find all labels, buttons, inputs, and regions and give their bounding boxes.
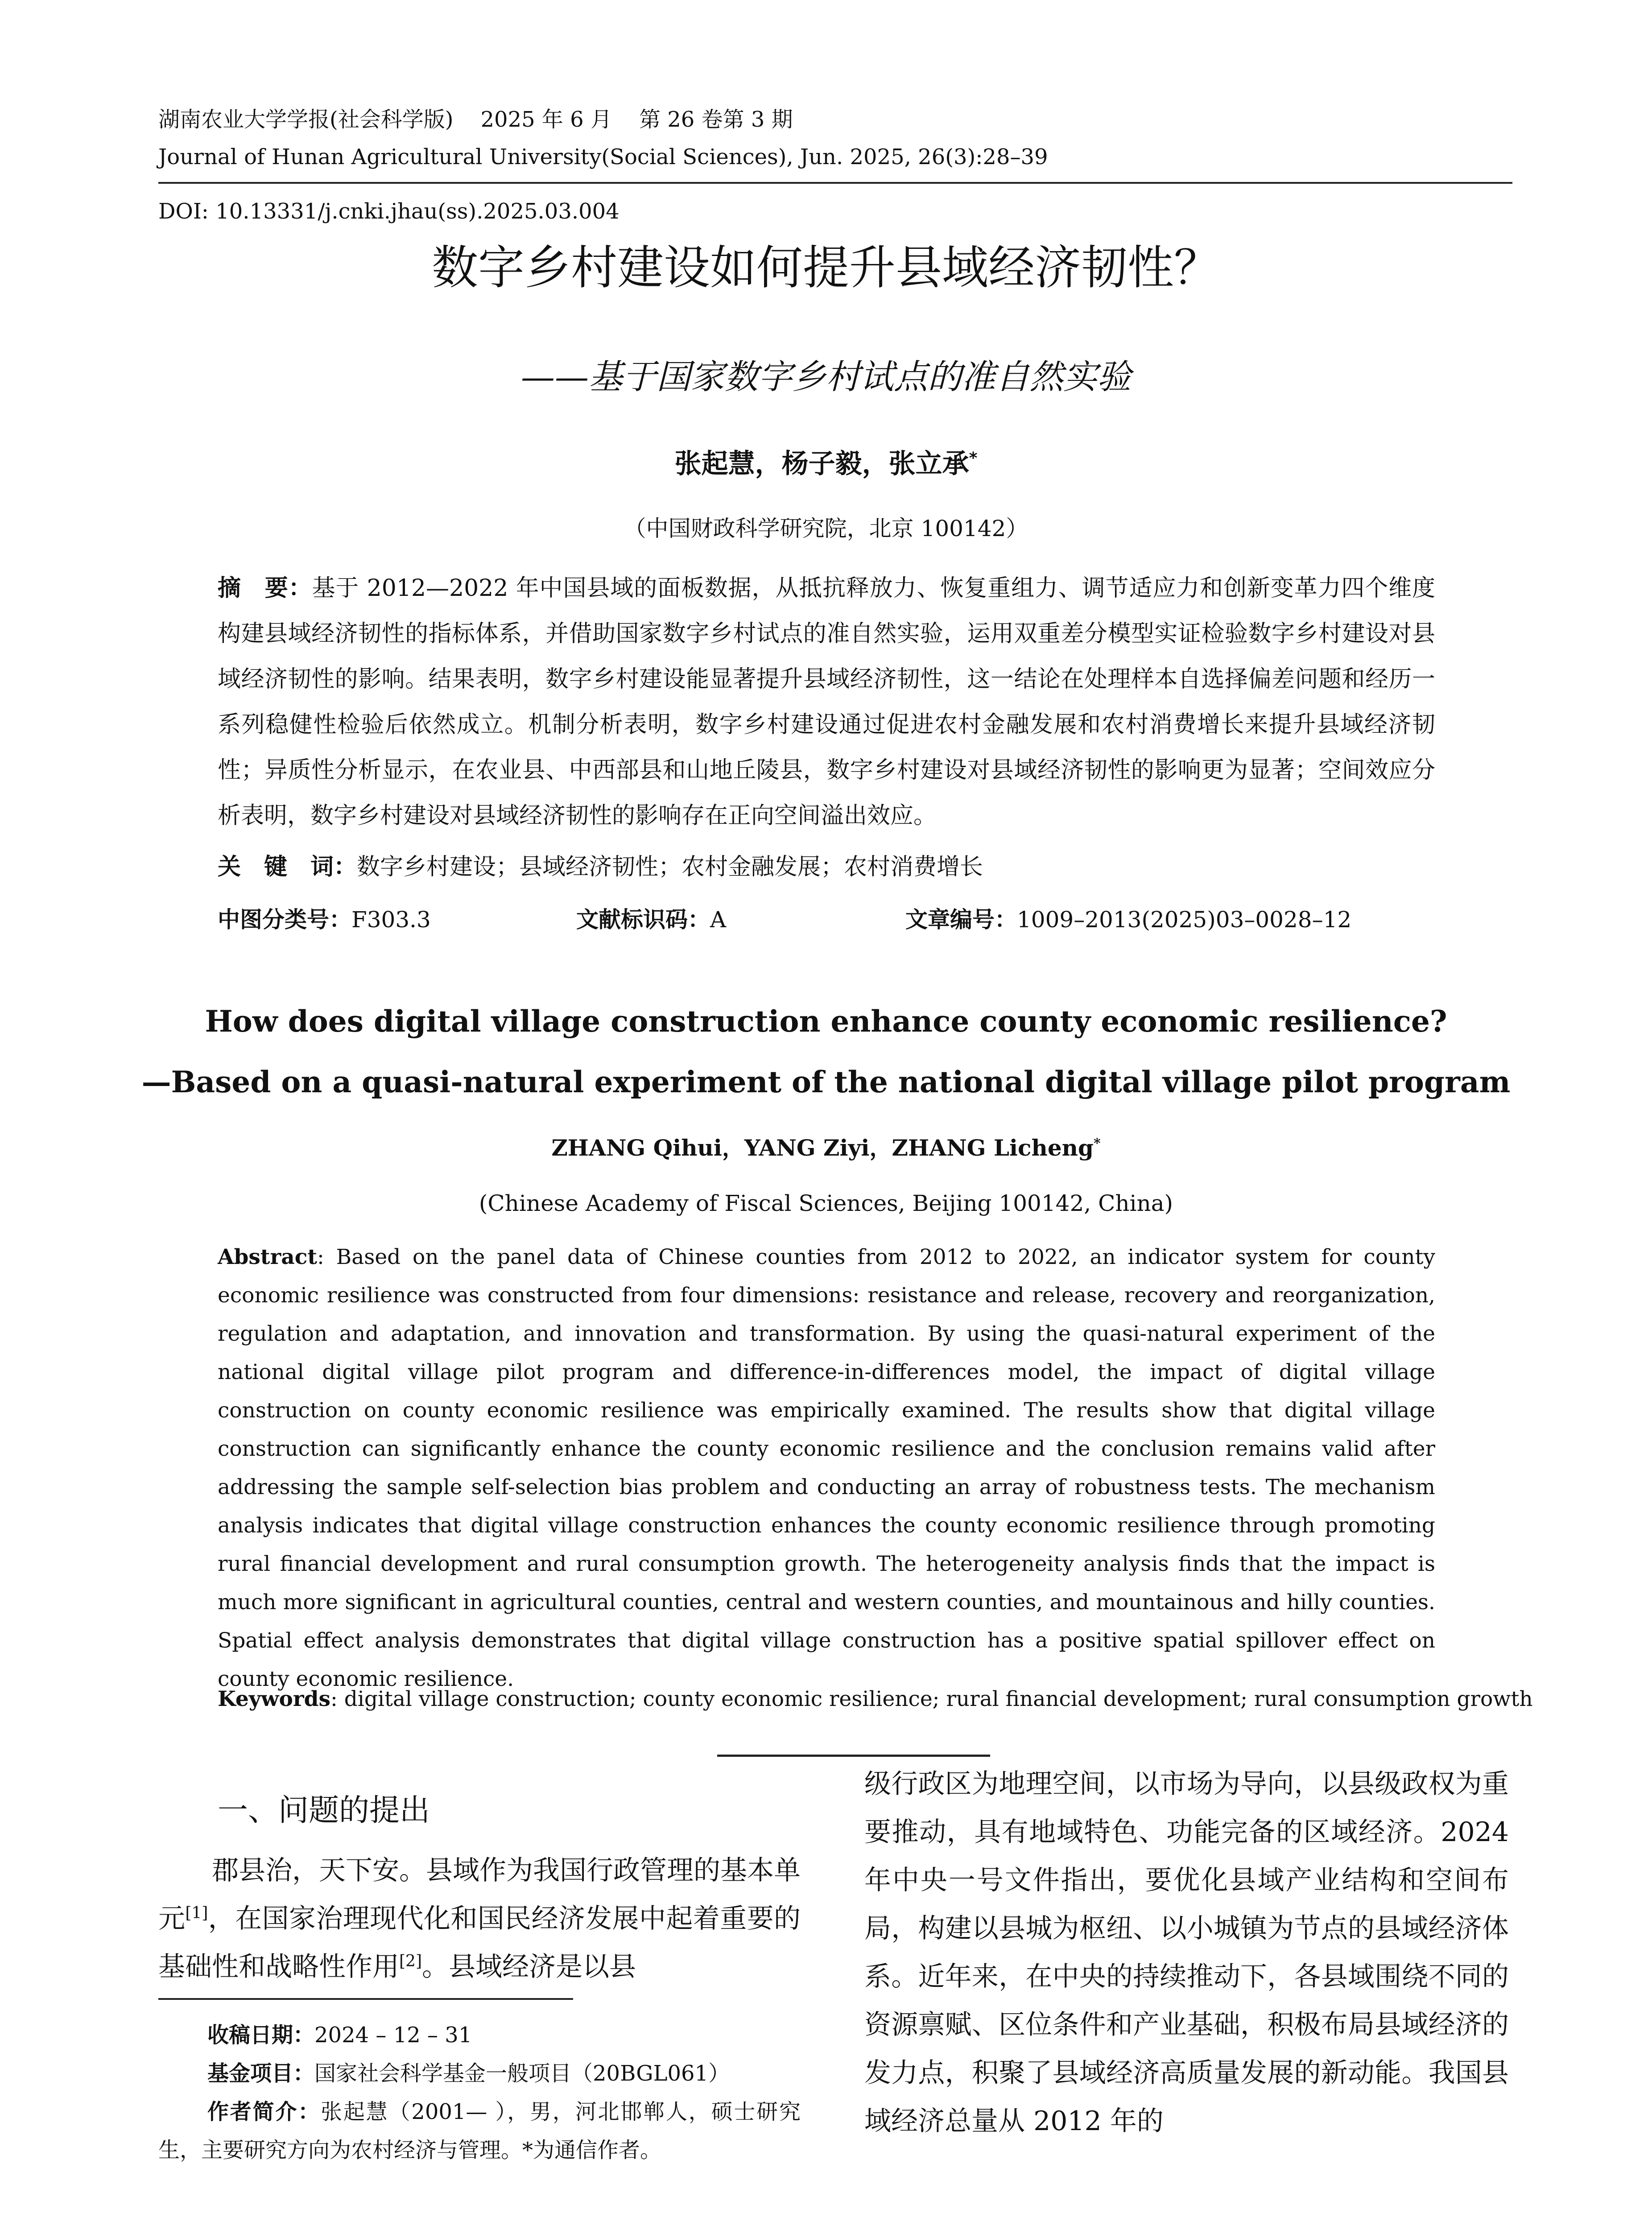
header-rule — [158, 182, 1512, 184]
fund-value: 国家社会科学基金一般项目（20BGL061） — [314, 2061, 730, 2086]
subtitle-en: —Based on a quasi-natural experiment of the national digital village pilot program — [141, 1065, 1511, 1099]
article-number — [905, 902, 1351, 937]
footnote-fund — [158, 2054, 801, 2093]
intro-paragraph-right: 级行政区为地理空间，以市场为导向，以县级政权为重要推动，具有地域特色、功能完备的区域经济。2024 年中央一号文件指出，要优化县域产业结构和空间布局，构建以县城为枢纽、以小城镇为节点的县域经济体系。近年来，在中央的持续推动下，各县域围绕不同的资源禀赋、区位条件和产业基础，积极布局县域经济的发力点，积聚了县域经济高质量发展的新动能。我国县域经济总量从 2012 年的 — [864, 1768, 1509, 2137]
intro-text-c: 。县域经济是以县 — [422, 1951, 636, 1982]
keywords-cn — [218, 849, 983, 885]
intro-text-b: ，在国家治理现代化和国民经济发展中起着重要的基础性和战略性作用 — [158, 1903, 801, 1982]
abstract-en-text: : Based on the panel data of Chinese counties from 2012 to 2022, an indicator system for county economic resilience was constructed from four dimensions: resistance and release, recovery and reorganization, regulation and adaptation, and innovation and transformation. By using the quasi-natural experiment of the national digital village pilot program and difference-in-differences model, the impact of digital village construction on county economic resilience was empirically examined. The results show that digital village construction can significantly enhance the county economic resilience and the conclusion remains valid after addressing the sample self-selection bias problem and conducting an array of robustness tests. The mechanism analysis indicates that digital village construction enhances the county economic resilience through promoting rural financial development and rural consumption growth. The heterogeneity analysis finds that the impact is much more significant in agricultural counties, central and western counties, and mountainous and hilly counties. Spatial effect analysis demonstrates that digital village construction has a positive spatial spillover effect on county economic resilience. — [218, 1245, 1435, 1691]
keywords-en-text: : digital village construction; county economic resilience; rural financial development; rural consumption growth — [330, 1687, 1533, 1711]
received-label: 收稿日期： — [207, 2023, 315, 2048]
abstract-en-label: Abstract — [218, 1245, 318, 1269]
doi: DOI: 10.13331/j.cnki.jhau(ss).2025.03.004 — [158, 199, 620, 224]
document-code — [576, 902, 726, 937]
journal-header-cn: 湖南农业大学学报(社会科学版) 2025 年 6 月 第 26 卷第 3 期 — [158, 107, 793, 132]
journal-header-en: Journal of Hunan Agricultural University(Social Sciences), Jun. 2025, 26(3):28–39 — [158, 145, 1048, 169]
article-number-value: 1009–2013(2025)03–0028–12 — [1017, 907, 1352, 933]
footnote-rule — [158, 1998, 573, 2000]
received-value: 2024 – 12 – 31 — [314, 2023, 472, 2048]
abstract-cn-label: 摘 要： — [218, 575, 312, 602]
abstract-cn-text: 基于 2012—2022 年中国县域的面板数据，从抵抗释放力、恢复重组力、调节适应力和创新变革力四个维度构建县域经济韧性的指标体系，并借助国家数字乡村试点的准自然实验，运用双重差分模型实证检验数字乡村建设对县域经济韧性的影响。结果表明，数字乡村建设能显著提升县域经济韧性，这一结论在处理样本自选择偏差问题和经历一系列稳健性检验后依然成立。机制分析表明，数字乡村建设通过促进农村金融发展和农村消费增长来提升县域经济韧性；异质性分析显示，在农业县、中西部县和山地丘陵县，数字乡村建设对县域经济韧性的影响更为显著；空间效应分析表明，数字乡村建设对县域经济韧性的影响存在正向空间溢出效应。 — [218, 575, 1435, 829]
bio-label: 作者简介： — [207, 2099, 321, 2124]
keywords-cn-text: 数字乡村建设；县域经济韧性；农村金融发展；农村消费增长 — [357, 854, 983, 880]
authors-en-text: ZHANG Qihui，YANG Ziyi，ZHANG Licheng — [551, 1135, 1094, 1161]
abstract-en — [218, 1238, 1435, 1698]
authors-cn-text: 张起慧，杨子毅，张立承 — [674, 448, 969, 479]
keywords-en-label: Keywords — [218, 1687, 330, 1711]
article-number-label: 文章编号： — [905, 907, 1017, 933]
clc-number — [218, 902, 431, 937]
fund-label: 基金项目： — [207, 2061, 315, 2086]
intro-paragraph-left — [158, 1846, 801, 1991]
intro-text-a: 郡县治，天下安。县域作为我国行政管理的基本单元 — [158, 1855, 801, 1934]
title-en: How does digital village construction enhance county economic resilience? — [205, 1004, 1447, 1039]
subtitle-cn: ——基于国家数字乡村试点的准自然实验 — [521, 357, 1131, 396]
corresponding-mark: * — [969, 449, 978, 467]
citation-1: [1] — [185, 1904, 208, 1922]
section-heading: 一、问题的提出 — [218, 1793, 430, 1828]
title-cn: 数字乡村建设如何提升县域经济韧性？ — [431, 240, 1220, 295]
abstract-cn — [218, 566, 1435, 838]
clc-label: 中图分类号： — [218, 907, 351, 933]
keywords-cn-label: 关 键 词： — [218, 854, 357, 880]
authors-en — [0, 1130, 1652, 1166]
clc-value: F303.3 — [351, 907, 431, 933]
citation-2: [2] — [399, 1952, 422, 1970]
corresponding-mark-en: * — [1093, 1136, 1101, 1152]
affiliation-cn: （中国财政科学研究院，北京 100142） — [624, 516, 1028, 541]
footnote — [158, 2016, 801, 2169]
footnote-received — [158, 2016, 801, 2054]
section-separator — [717, 1755, 990, 1757]
authors-cn — [0, 446, 1652, 482]
document-code-label: 文献标识码： — [576, 907, 710, 933]
keywords-en — [218, 1681, 1533, 1717]
document-code-value: A — [710, 907, 727, 933]
footnote-bio — [158, 2093, 801, 2169]
affiliation-en: (Chinese Academy of Fiscal Sciences, Beijing 100142, China) — [479, 1190, 1173, 1216]
bio-value: 张起慧（2001— ），男，河北邯郸人，硕士研究生，主要研究方向为农村经济与管理。*为通信作者。 — [158, 2099, 801, 2163]
